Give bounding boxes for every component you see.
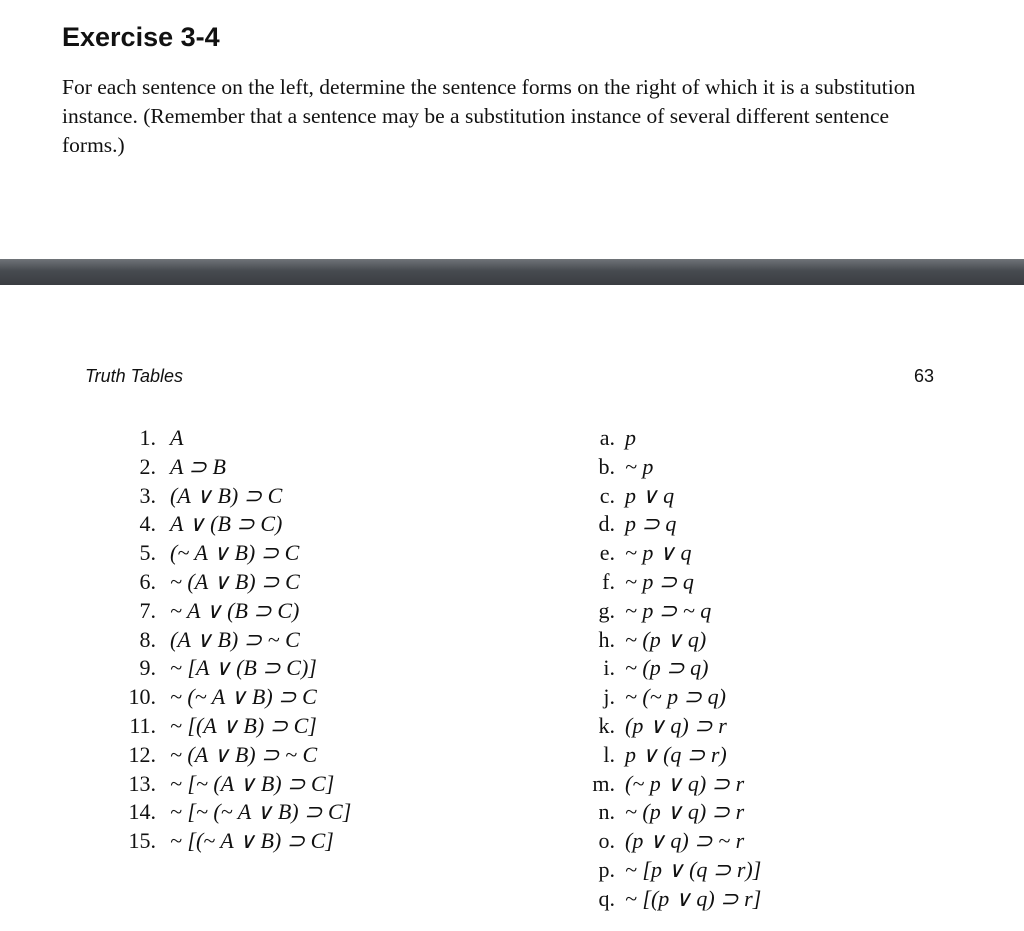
form-formula: p — [625, 425, 636, 450]
sentence-item — [110, 713, 351, 742]
sentence-number: 10. — [128, 684, 156, 710]
sentence-formula: (A ∨ B) ⊃ ~ C — [170, 626, 300, 652]
sentence-item — [110, 799, 351, 828]
sentence-number: 6. — [139, 568, 156, 594]
form-label: h. — [598, 626, 615, 652]
form-label: j. — [603, 684, 615, 710]
form-formula: (p ∨ q) ⊃ ~ r — [625, 828, 745, 854]
sentence-item — [110, 771, 351, 800]
sentence-formula: ~ [(A ∨ B) ⊃ C] — [170, 712, 317, 738]
form-formula: ~ p ∨ q — [625, 540, 692, 566]
form-label: m. — [592, 770, 615, 796]
form-item — [560, 511, 761, 540]
form-label: e. — [599, 540, 615, 566]
form-formula: ~ (p ∨ q) — [625, 626, 707, 652]
sentence-item — [110, 828, 351, 857]
sentence-number: 11. — [129, 712, 156, 738]
sentence-formula: (~ A ∨ B) ⊃ C — [170, 540, 300, 566]
sentence-number: 14. — [128, 799, 156, 825]
sentence-number: 9. — [139, 655, 156, 681]
form-label: g. — [598, 597, 615, 623]
form-label: q. — [598, 885, 615, 911]
form-formula: p ∨ q — [625, 482, 675, 508]
form-label: a. — [599, 425, 615, 450]
sentence-formula: ~ [~ (~ A ∨ B) ⊃ C] — [170, 799, 352, 825]
form-formula: ~ (~ p ⊃ q) — [625, 684, 726, 710]
sentence-item — [110, 425, 351, 454]
form-item — [560, 425, 761, 454]
form-item — [560, 540, 761, 569]
form-item — [560, 684, 761, 713]
form-formula: ~ [p ∨ (q ⊃ r)] — [625, 856, 762, 882]
form-label: n. — [598, 799, 615, 825]
sentence-number: 12. — [128, 741, 156, 767]
form-label: c. — [599, 482, 615, 508]
sentence-number: 13. — [128, 770, 156, 796]
form-formula: (~ p ∨ q) ⊃ r — [625, 770, 745, 796]
form-label: b. — [598, 453, 615, 479]
sentence-formula: A ∨ (B ⊃ C) — [170, 511, 283, 537]
form-formula: ~ (p ∨ q) ⊃ r — [625, 799, 745, 825]
form-item — [560, 828, 761, 857]
form-formula: ~ p ⊃ ~ q — [625, 597, 712, 623]
form-formula: ~ (p ⊃ q) — [625, 655, 709, 681]
sentence-item — [110, 569, 351, 598]
sentence-item — [110, 742, 351, 771]
sentence-formula: ~ A ∨ (B ⊃ C) — [170, 597, 300, 623]
form-label: o. — [598, 828, 615, 854]
page-title: Exercise 3-4 — [62, 22, 220, 52]
sentence-number: 8. — [139, 626, 156, 652]
sentence-number: 4. — [139, 511, 156, 537]
sentence-item — [110, 627, 351, 656]
form-item — [560, 483, 761, 512]
sentence-number: 3. — [139, 482, 156, 508]
sentence-formula: ~ (~ A ∨ B) ⊃ C — [170, 684, 317, 710]
form-label: f. — [602, 568, 615, 594]
sentence-formula: ~ (A ∨ B) ⊃ C — [170, 568, 300, 594]
form-label: d. — [598, 511, 615, 537]
form-item — [560, 655, 761, 684]
form-item — [560, 627, 761, 656]
form-formula: (p ∨ q) ⊃ r — [625, 712, 727, 738]
form-label: i. — [603, 655, 615, 681]
sentence-item — [110, 454, 351, 483]
form-formula: ~ [(p ∨ q) ⊃ r] — [625, 885, 762, 911]
running-head: Truth Tables — [85, 366, 184, 386]
sentence-item — [110, 684, 351, 713]
sentence-number: 15. — [128, 828, 156, 854]
form-label: l. — [603, 741, 615, 767]
sentence-number: 7. — [139, 597, 156, 623]
sentence-item — [110, 598, 351, 627]
form-item — [560, 742, 761, 771]
sentence-item — [110, 540, 351, 569]
sentence-number: 5. — [139, 540, 156, 566]
sentence-formula: ~ [(~ A ∨ B) ⊃ C] — [170, 828, 334, 854]
form-formula: ~ p — [625, 453, 654, 479]
sentence-formula: ~ (A ∨ B) ⊃ ~ C — [170, 741, 318, 767]
instructions-paragraph: For each sentence on the left, determine the sentence forms on the right of which it is a substitution instance. (Remember that a sentence may be a substitution instance of several different sentence forms.) — [62, 75, 916, 157]
sentence-list — [110, 425, 351, 857]
sentence-formula: ~ [A ∨ (B ⊃ C)] — [170, 655, 317, 681]
page-divider — [0, 259, 1024, 285]
form-item — [560, 598, 761, 627]
form-item — [560, 857, 761, 886]
sentence-formula: A ⊃ B — [170, 453, 226, 479]
sentence-number: 1. — [139, 425, 156, 450]
form-item — [560, 771, 761, 800]
form-item — [560, 799, 761, 828]
page-number: 63 — [913, 366, 934, 386]
form-item — [560, 569, 761, 598]
form-formula: p ⊃ q — [625, 511, 677, 537]
sentence-item — [110, 511, 351, 540]
sentence-item — [110, 483, 351, 512]
form-item — [560, 713, 761, 742]
form-label: p. — [598, 856, 615, 882]
form-formula: ~ p ⊃ q — [625, 568, 694, 594]
sentence-item — [110, 655, 351, 684]
sentence-formula: ~ [~ (A ∨ B) ⊃ C] — [170, 770, 335, 796]
form-label: k. — [598, 712, 615, 738]
form-item — [560, 886, 761, 915]
sentence-number: 2. — [139, 453, 156, 479]
form-item — [560, 454, 761, 483]
sentence-form-list — [560, 425, 761, 915]
form-formula: p ∨ (q ⊃ r) — [625, 741, 727, 767]
sentence-formula: A — [170, 425, 184, 450]
sentence-formula: (A ∨ B) ⊃ C — [170, 482, 283, 508]
